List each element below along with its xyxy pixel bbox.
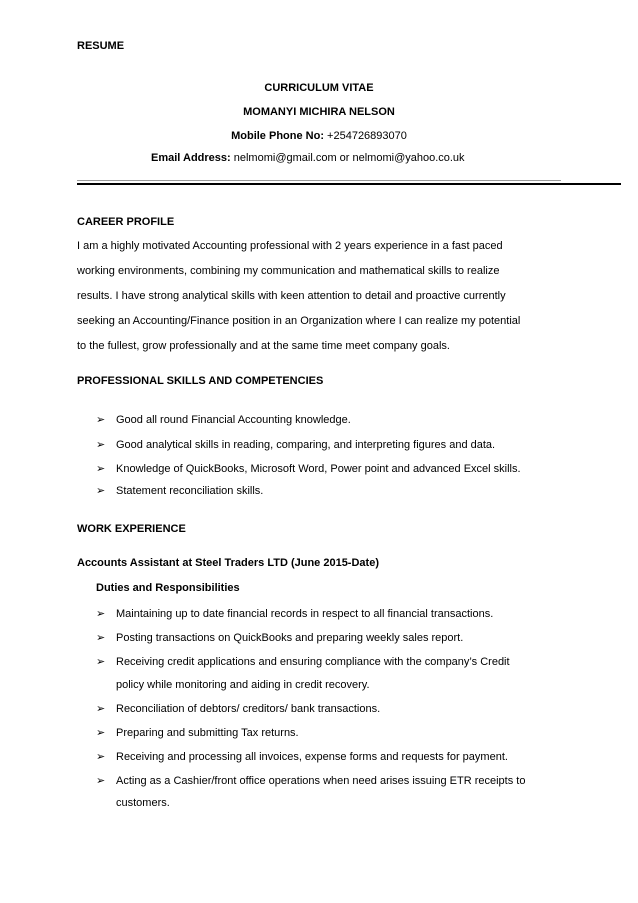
duty-item (96, 702, 380, 715)
career-profile-text (77, 234, 557, 359)
phone-line (0, 130, 638, 142)
arrow-bullet-icon: ➢ (96, 775, 106, 787)
arrow-bullet-icon: ➢ (96, 463, 106, 475)
skill-item-text: Statement reconciliation skills. (116, 485, 264, 497)
arrow-bullet-icon: ➢ (96, 632, 106, 644)
duty-item-continuation: customers. (116, 797, 170, 809)
arrow-bullet-icon: ➢ (96, 751, 106, 763)
arrow-bullet-icon: ➢ (96, 703, 106, 715)
duty-item-text: Acting as a Cashier/front office operations when need arises issuing ETR receipts to (116, 775, 526, 787)
email-value: nelmomi@gmail.com or nelmomi@yahoo.co.uk (233, 152, 465, 164)
duty-item-text: Preparing and submitting Tax returns. (116, 727, 299, 739)
arrow-bullet-icon: ➢ (96, 656, 106, 668)
work-experience-heading: WORK EXPERIENCE (77, 523, 186, 535)
arrow-bullet-icon: ➢ (96, 608, 106, 620)
career-profile-line: seeking an Accounting/Finance position in an Organization where I can realize my potential (77, 315, 521, 327)
duty-item-text: Posting transactions on QuickBooks and preparing weekly sales report. (116, 632, 464, 644)
arrow-bullet-icon: ➢ (96, 485, 106, 497)
skill-item (96, 438, 495, 451)
career-profile-line: results. I have strong analytical skills with keen attention to detail and proactive currently (77, 290, 506, 302)
duty-item-continuation: policy while monitoring and aiding in credit recovery. (116, 679, 370, 691)
job-title: Accounts Assistant at Steel Traders LTD (June 2015-Date) (77, 557, 379, 569)
duty-item (96, 774, 525, 787)
duty-item-text: Receiving credit applications and ensuring compliance with the company’s Credit (116, 656, 510, 668)
duty-item-text: Reconciliation of debtors/ creditors/ bank transactions. (116, 703, 381, 715)
career-profile-line: I am a highly motivated Accounting professional with 2 years experience in a fast paced (77, 240, 503, 252)
skill-item (96, 484, 263, 497)
skill-item (96, 413, 351, 426)
arrow-bullet-icon: ➢ (96, 439, 106, 451)
skill-item (96, 462, 521, 475)
career-profile-line: to the fullest, grow professionally and at the same time meet company goals. (77, 340, 450, 352)
skills-heading: PROFESSIONAL SKILLS AND COMPETENCIES (77, 375, 324, 387)
resume-label: RESUME (77, 40, 125, 52)
arrow-bullet-icon: ➢ (96, 727, 106, 739)
career-profile-heading: CAREER PROFILE (77, 216, 175, 228)
header-divider-thick (77, 183, 621, 185)
header-divider-thin (77, 180, 561, 181)
phone-label: Mobile Phone No: (231, 130, 324, 142)
duty-item (96, 607, 493, 620)
career-profile-line: working environments, combining my communication and mathematical skills to realize (77, 265, 500, 277)
duty-item (96, 726, 299, 739)
email-label: Email Address: (151, 152, 231, 164)
candidate-name: MOMANYI MICHIRA NELSON (243, 106, 395, 118)
duty-item (96, 750, 508, 763)
duty-item-text: Maintaining up to date financial records in respect to all financial transactions. (116, 608, 494, 620)
cv-title: CURRICULUM VITAE (264, 82, 374, 94)
duty-item (96, 631, 463, 644)
email-line (151, 152, 465, 164)
skill-item-text: Good analytical skills in reading, comparing, and interpreting figures and data. (116, 439, 496, 451)
duty-item (96, 655, 510, 668)
phone-value: +254726893070 (327, 130, 407, 142)
duty-item-text: Receiving and processing all invoices, expense forms and requests for payment. (116, 751, 508, 763)
arrow-bullet-icon: ➢ (96, 414, 106, 426)
skill-item-text: Good all round Financial Accounting knowledge. (116, 414, 351, 426)
duties-heading: Duties and Responsibilities (96, 582, 240, 594)
skill-item-text: Knowledge of QuickBooks, Microsoft Word, Power point and advanced Excel skills. (116, 463, 521, 475)
